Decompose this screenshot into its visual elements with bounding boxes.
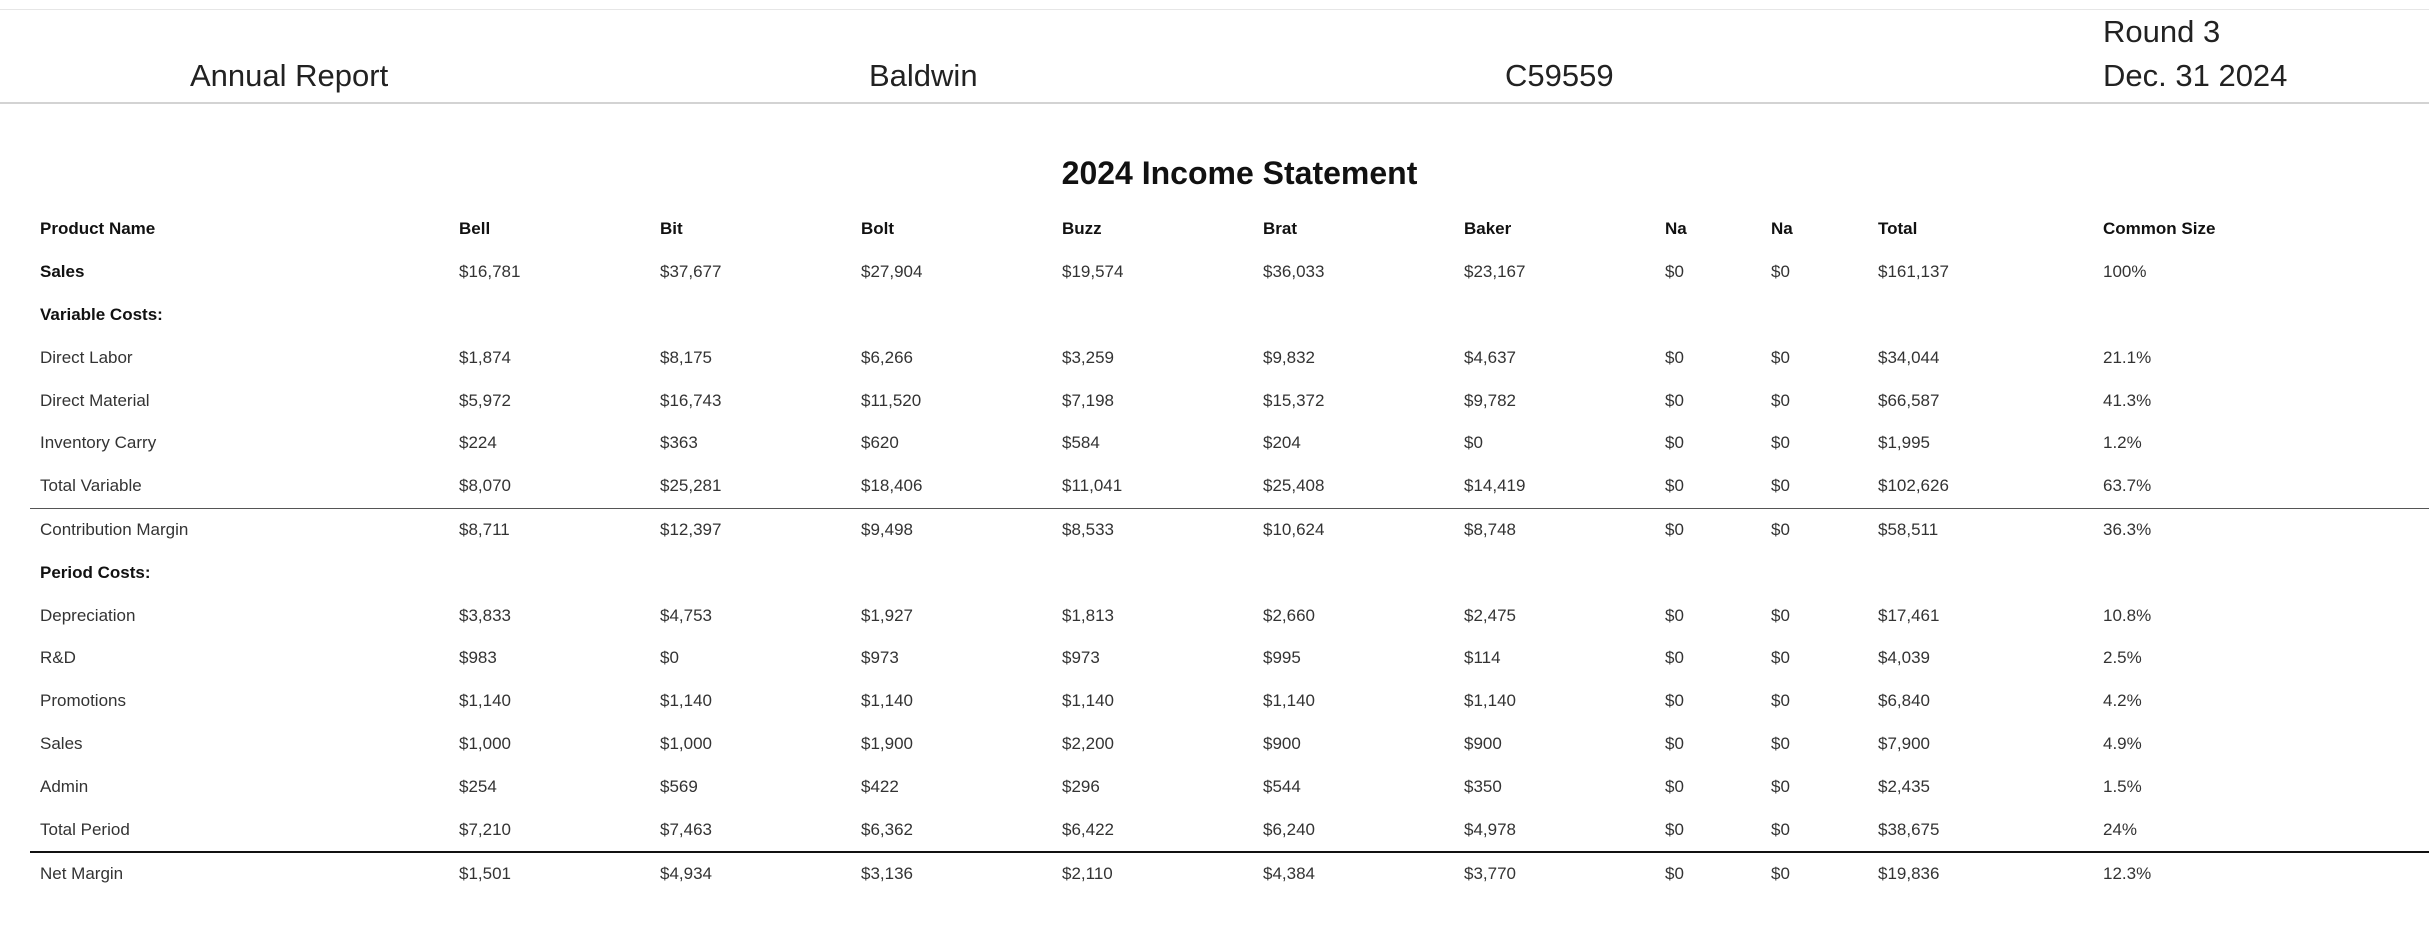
table-cell: $620 bbox=[861, 433, 899, 453]
table-cell: $0 bbox=[1665, 262, 1684, 282]
table-cell bbox=[851, 294, 1052, 337]
table-cell: $3,770 bbox=[1454, 852, 1655, 896]
table-cell: $569 bbox=[660, 776, 698, 796]
table-cell: 2.5% bbox=[2103, 648, 2142, 668]
column-header: Brat bbox=[1263, 219, 1298, 239]
table-cell: $8,070 bbox=[459, 476, 511, 496]
table-cell: $11,041 bbox=[1062, 476, 1123, 496]
table-cell: $3,833 bbox=[459, 605, 511, 625]
table-cell: $1,140 bbox=[459, 691, 511, 711]
table-cell bbox=[1761, 551, 1868, 594]
table-cell bbox=[1454, 551, 1655, 594]
table-cell: $422 bbox=[861, 776, 899, 796]
table-cell: $7,210 bbox=[459, 819, 511, 839]
table-cell: $7,463 bbox=[660, 819, 712, 839]
table-cell: $4,753 bbox=[660, 605, 712, 625]
table-cell: $0 bbox=[1761, 852, 1868, 896]
table-cell: $995 bbox=[1263, 648, 1301, 668]
table-cell: 4.9% bbox=[2103, 733, 2142, 753]
table-cell bbox=[650, 551, 851, 594]
row-label: Net Margin bbox=[30, 852, 449, 896]
table-row bbox=[30, 379, 2429, 422]
table-cell bbox=[851, 551, 1052, 594]
table-cell: $8,533 bbox=[1052, 508, 1253, 551]
table-cell bbox=[1761, 294, 1868, 337]
table-cell: $161,137 bbox=[1878, 262, 1949, 282]
table-cell: $3,136 bbox=[851, 852, 1052, 896]
table-cell: $102,626 bbox=[1878, 476, 1949, 496]
column-header: Product Name bbox=[40, 219, 156, 239]
table-cell: $900 bbox=[1263, 733, 1301, 753]
table-cell: $544 bbox=[1263, 776, 1301, 796]
table-cell: $0 bbox=[1771, 733, 1790, 753]
table-cell: $0 bbox=[1771, 691, 1790, 711]
table-row bbox=[30, 680, 2429, 723]
row-label: Sales bbox=[40, 262, 85, 282]
row-label: Direct Material bbox=[40, 390, 150, 410]
table-cell: 24% bbox=[2103, 819, 2138, 839]
table-cell: $19,574 bbox=[1062, 262, 1124, 282]
table-cell: $204 bbox=[1263, 433, 1301, 453]
column-header: Bolt bbox=[861, 219, 895, 239]
table-cell: $0 bbox=[1665, 691, 1684, 711]
table-cell: 12.3% bbox=[2093, 852, 2429, 896]
column-header: Common Size bbox=[2103, 219, 2216, 239]
table-cell: $2,110 bbox=[1052, 852, 1253, 896]
table-cell: $34,044 bbox=[1878, 347, 1940, 367]
table-cell: $25,408 bbox=[1263, 476, 1325, 496]
table-cell: $27,904 bbox=[861, 262, 923, 282]
table-cell bbox=[449, 551, 650, 594]
column-header: Buzz bbox=[1062, 219, 1102, 239]
table-cell bbox=[1655, 294, 1761, 337]
table-row bbox=[30, 251, 2429, 294]
table-cell: $0 bbox=[1665, 648, 1684, 668]
table-cell: $9,832 bbox=[1263, 347, 1315, 367]
table-cell: $1,140 bbox=[1464, 691, 1516, 711]
column-header: Total bbox=[1878, 219, 1918, 239]
table-cell: $0 bbox=[1665, 776, 1684, 796]
table-cell: $6,266 bbox=[861, 347, 913, 367]
column-header: Na bbox=[1771, 219, 1793, 239]
table-cell: $18,406 bbox=[861, 476, 923, 496]
income-statement-table bbox=[30, 208, 2429, 896]
table-cell: $296 bbox=[1062, 776, 1100, 796]
table-cell: $16,781 bbox=[459, 262, 521, 282]
table-cell: $0 bbox=[1761, 508, 1868, 551]
table-cell: $2,660 bbox=[1263, 605, 1315, 625]
table-cell: $4,039 bbox=[1878, 648, 1930, 668]
table-cell bbox=[1253, 294, 1454, 337]
table-cell bbox=[1052, 294, 1253, 337]
table-cell: $16,743 bbox=[660, 390, 722, 410]
table-cell: 36.3% bbox=[2093, 508, 2429, 551]
row-label: Period Costs: bbox=[40, 562, 151, 582]
table-cell: $0 bbox=[1771, 605, 1790, 625]
table-cell: 41.3% bbox=[2103, 390, 2152, 410]
row-label: Variable Costs: bbox=[40, 304, 163, 324]
column-header-row bbox=[30, 208, 2429, 251]
table-cell: $0 bbox=[1665, 819, 1684, 839]
column-header: Bell bbox=[459, 219, 491, 239]
table-cell: $254 bbox=[459, 776, 497, 796]
table-cell: $5,972 bbox=[459, 390, 511, 410]
table-cell: $15,372 bbox=[1263, 390, 1325, 410]
table-cell: $1,813 bbox=[1062, 605, 1114, 625]
table-cell bbox=[1868, 551, 2093, 594]
table-cell: $8,175 bbox=[660, 347, 712, 367]
table-cell: $6,422 bbox=[1062, 819, 1114, 839]
table-cell: $0 bbox=[1771, 433, 1790, 453]
row-label: Admin bbox=[40, 776, 89, 796]
table-cell: $584 bbox=[1062, 433, 1100, 453]
row-label: Contribution Margin bbox=[30, 508, 449, 551]
header-divider bbox=[0, 102, 2429, 104]
table-cell: $0 bbox=[1665, 347, 1684, 367]
table-cell: $6,362 bbox=[861, 819, 913, 839]
table-cell: $224 bbox=[459, 433, 497, 453]
column-header: Na bbox=[1665, 219, 1687, 239]
table-cell: 4.2% bbox=[2103, 691, 2142, 711]
table-row bbox=[30, 852, 2429, 896]
report-header bbox=[0, 10, 2429, 102]
table-cell: $0 bbox=[1771, 390, 1790, 410]
table-cell: $973 bbox=[1062, 648, 1100, 668]
table-row bbox=[30, 422, 2429, 465]
row-label: Total Period bbox=[40, 819, 130, 839]
table-cell: $66,587 bbox=[1878, 390, 1940, 410]
report-label: Annual Report bbox=[190, 58, 389, 93]
table-cell: $7,900 bbox=[1878, 733, 1930, 753]
table-cell: $1,140 bbox=[1062, 691, 1114, 711]
table-cell: $0 bbox=[1464, 433, 1483, 453]
table-cell: $2,475 bbox=[1464, 605, 1516, 625]
table-cell: 100% bbox=[2103, 262, 2147, 282]
table-cell: $0 bbox=[1771, 648, 1790, 668]
table-cell: $0 bbox=[660, 648, 679, 668]
table-cell: 1.5% bbox=[2103, 776, 2142, 796]
table-cell bbox=[1052, 551, 1253, 594]
table-cell: $0 bbox=[1665, 476, 1684, 496]
table-cell: $8,711 bbox=[449, 508, 650, 551]
table-cell: $11,520 bbox=[861, 390, 922, 410]
table-cell: $0 bbox=[1665, 733, 1684, 753]
statement-title: 2024 Income Statement bbox=[1061, 155, 1418, 191]
company-code: C59559 bbox=[1505, 58, 1614, 93]
table-row bbox=[30, 808, 2429, 852]
table-cell: $17,461 bbox=[1878, 605, 1940, 625]
table-cell: $1,140 bbox=[660, 691, 712, 711]
table-cell: $6,840 bbox=[1878, 691, 1930, 711]
table-cell: $2,435 bbox=[1878, 776, 1930, 796]
table-cell: $1,874 bbox=[459, 347, 511, 367]
row-label: Sales bbox=[40, 733, 83, 753]
table-cell: $114 bbox=[1464, 648, 1501, 668]
table-cell: $4,637 bbox=[1464, 347, 1516, 367]
table-cell: $1,140 bbox=[861, 691, 913, 711]
table-cell: $0 bbox=[1665, 433, 1684, 453]
row-label: R&D bbox=[40, 648, 76, 668]
table-cell: $23,167 bbox=[1464, 262, 1526, 282]
table-row bbox=[30, 336, 2429, 379]
section-header-row bbox=[30, 294, 2429, 337]
table-row bbox=[30, 765, 2429, 808]
table-cell: $19,836 bbox=[1868, 852, 2093, 896]
table-cell: $1,995 bbox=[1878, 433, 1930, 453]
round-label: Round 3 bbox=[2103, 14, 2221, 49]
table-row bbox=[30, 508, 2429, 551]
table-cell bbox=[2093, 551, 2429, 594]
row-label: Direct Labor bbox=[40, 347, 133, 367]
table-cell: $2,200 bbox=[1062, 733, 1114, 753]
table-cell: $1,140 bbox=[1263, 691, 1315, 711]
column-header: Baker bbox=[1464, 219, 1512, 239]
table-cell: $8,748 bbox=[1454, 508, 1655, 551]
table-cell: $350 bbox=[1464, 776, 1502, 796]
table-cell: $0 bbox=[1655, 852, 1761, 896]
table-cell: $0 bbox=[1771, 819, 1790, 839]
table-row bbox=[30, 637, 2429, 680]
table-cell: $983 bbox=[459, 648, 497, 668]
column-header: Bit bbox=[660, 219, 683, 239]
table-cell: $9,498 bbox=[851, 508, 1052, 551]
table-cell: $0 bbox=[1771, 776, 1790, 796]
table-cell: $12,397 bbox=[650, 508, 851, 551]
table-cell: $0 bbox=[1771, 476, 1790, 496]
table-cell bbox=[1655, 551, 1761, 594]
table-cell: $0 bbox=[1665, 390, 1684, 410]
table-cell: 10.8% bbox=[2103, 605, 2152, 625]
table-cell: $25,281 bbox=[660, 476, 722, 496]
table-row bbox=[30, 594, 2429, 637]
table-cell: $6,240 bbox=[1263, 819, 1315, 839]
table-cell: $36,033 bbox=[1263, 262, 1325, 282]
table-cell: $973 bbox=[861, 648, 899, 668]
table-cell: $1,501 bbox=[449, 852, 650, 896]
table-cell: $4,384 bbox=[1253, 852, 1454, 896]
table-cell: $0 bbox=[1771, 347, 1790, 367]
table-cell: 21.1% bbox=[2103, 347, 2152, 367]
row-label: Promotions bbox=[40, 691, 126, 711]
table-cell: $7,198 bbox=[1062, 390, 1114, 410]
table-cell bbox=[1454, 294, 1655, 337]
table-cell: $0 bbox=[1655, 508, 1761, 551]
table-cell: $38,675 bbox=[1878, 819, 1940, 839]
row-label: Total Variable bbox=[40, 476, 142, 496]
table-cell: $14,419 bbox=[1464, 476, 1526, 496]
table-cell: $4,934 bbox=[650, 852, 851, 896]
table-cell: $9,782 bbox=[1464, 390, 1516, 410]
table-cell bbox=[650, 294, 851, 337]
table-cell bbox=[1253, 551, 1454, 594]
row-label: Inventory Carry bbox=[40, 433, 157, 453]
report-date: Dec. 31 2024 bbox=[2103, 58, 2288, 93]
table-cell: $0 bbox=[1665, 605, 1684, 625]
table-cell: $1,900 bbox=[861, 733, 913, 753]
table-row bbox=[30, 465, 2429, 508]
table-cell: $37,677 bbox=[660, 262, 722, 282]
table-cell: $1,000 bbox=[660, 733, 712, 753]
table-cell: $4,978 bbox=[1464, 819, 1516, 839]
table-cell: $10,624 bbox=[1253, 508, 1454, 551]
row-label: Depreciation bbox=[40, 605, 136, 625]
company-name: Baldwin bbox=[869, 58, 978, 93]
table-cell: $1,927 bbox=[861, 605, 913, 625]
table-cell: $363 bbox=[660, 433, 698, 453]
table-cell: $0 bbox=[1771, 262, 1790, 282]
table-cell: 63.7% bbox=[2103, 476, 2152, 496]
table-cell bbox=[1868, 294, 2093, 337]
table-cell: 1.2% bbox=[2103, 433, 2142, 453]
table-cell: $3,259 bbox=[1062, 347, 1114, 367]
table-cell bbox=[449, 294, 650, 337]
table-cell: $58,511 bbox=[1868, 508, 2093, 551]
table-cell: $1,000 bbox=[459, 733, 511, 753]
section-header-row bbox=[30, 551, 2429, 594]
table-cell bbox=[2093, 294, 2429, 337]
table-cell: $900 bbox=[1464, 733, 1502, 753]
table-row bbox=[30, 723, 2429, 766]
